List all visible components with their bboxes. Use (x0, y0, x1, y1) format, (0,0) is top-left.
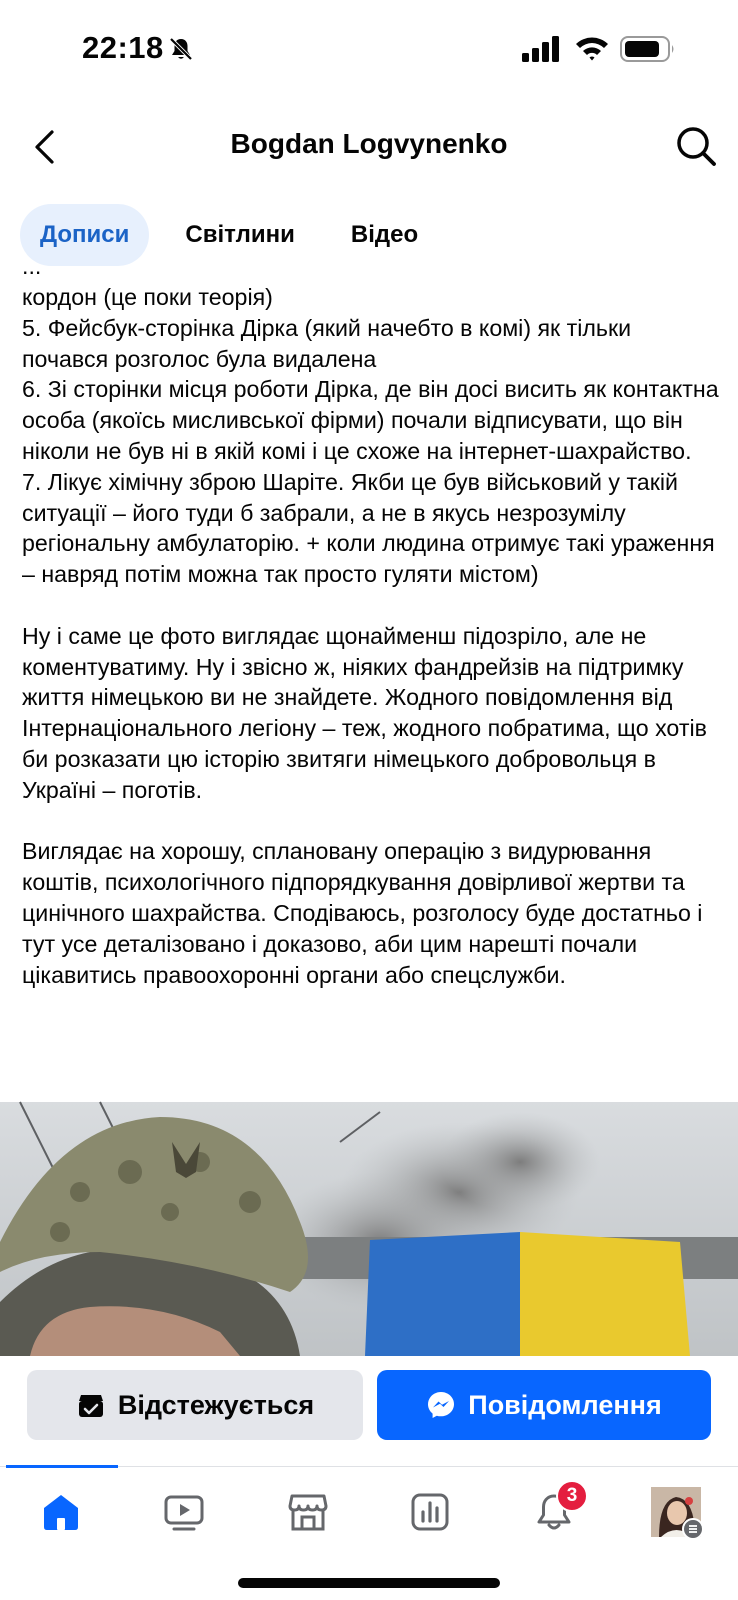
nav-dashboard[interactable] (400, 1482, 460, 1542)
dashboard-icon (410, 1492, 450, 1532)
profile-actions (0, 1356, 738, 1466)
post-photo-image (0, 1102, 738, 1356)
status-time: 22:18 (82, 30, 164, 65)
notification-badge: 3 (556, 1480, 588, 1512)
marketplace-icon (288, 1492, 328, 1532)
tab-videos[interactable]: Відео (350, 221, 419, 248)
search-button[interactable] (672, 122, 720, 170)
status-bar (0, 0, 738, 100)
nav-video[interactable] (154, 1482, 214, 1542)
post-paragraph-1: кордон (це поки теорія) 5. Фейсбук-сторінка Дірка (який начебто в комі) як тільки почався розголос була видалена 6. Зі сторінки місця роботи Дірка, де він досі висить як контактна особа (якоїсь мисливської фірми) почали відписувати, що він ніколи не був ні в якій комі і це схоже на інтернет-шахрайство. 7. Лікує хімічну зброю Шаріте. Якби це був військовий у такій ситуації – його туди б забрали, а не в якусь незрозумілу регіональну амбулаторію. + коли людина отримує такі ураження – навряд потім можна так просто гуляти містом) (22, 284, 719, 588)
menu-badge-icon (682, 1518, 704, 1540)
page-title: Bogdan Logvynenko (230, 128, 508, 159)
message-button[interactable] (377, 1370, 711, 1440)
post-body (22, 253, 722, 1090)
messenger-icon (426, 1390, 456, 1420)
message-label: Повідомлення (468, 1389, 662, 1420)
profile-tabs (20, 204, 454, 266)
search-icon (675, 125, 717, 167)
home-indicator (238, 1578, 500, 1588)
nav-marketplace[interactable] (278, 1482, 338, 1542)
post-paragraph-3: Виглядає на хорошу, сплановану операцію з видурювання коштів, психологічного підпорядкування довірливої жертви та цинічного шахрайства. Сподіваюсь, розголосу буде достатньо і тут усе деталізовано і доказово, аби цим нарешті почали цікавитись правоохоронні органи або спецслужби. (22, 838, 703, 988)
nav-notifications[interactable] (524, 1482, 584, 1542)
post-paragraph-2: Ну і саме це фото виглядає щонайменш підозріло, але не коментуватиму. Ну і звісно ж, ніяких фандрейзів на підтримку життя німецькою ви не знайдете. Жодного повідомлення від Інтернаціонального легіону – теж, жодного побратима, що хотів би розказати цю історію звитяги німецького добровольця в Україні – поготів. (22, 622, 707, 803)
tab-posts[interactable]: Дописи (20, 204, 149, 266)
tab-photos[interactable]: Світлини (185, 221, 295, 248)
following-label: Відстежується (117, 1389, 315, 1420)
nav-profile-menu[interactable] (646, 1482, 706, 1542)
following-check-icon (76, 1390, 106, 1420)
cellular-signal-icon (522, 36, 562, 62)
following-button[interactable] (27, 1370, 363, 1440)
battery-icon (620, 35, 676, 63)
video-icon (164, 1492, 204, 1532)
home-icon (41, 1492, 81, 1532)
wifi-icon (574, 34, 610, 62)
profile-header (0, 118, 738, 178)
bottom-nav (0, 1468, 738, 1558)
bell-off-icon (168, 36, 194, 62)
nav-home[interactable] (31, 1482, 91, 1542)
clipped-text-line: ... (22, 253, 42, 280)
post-photo[interactable] (0, 1102, 738, 1356)
